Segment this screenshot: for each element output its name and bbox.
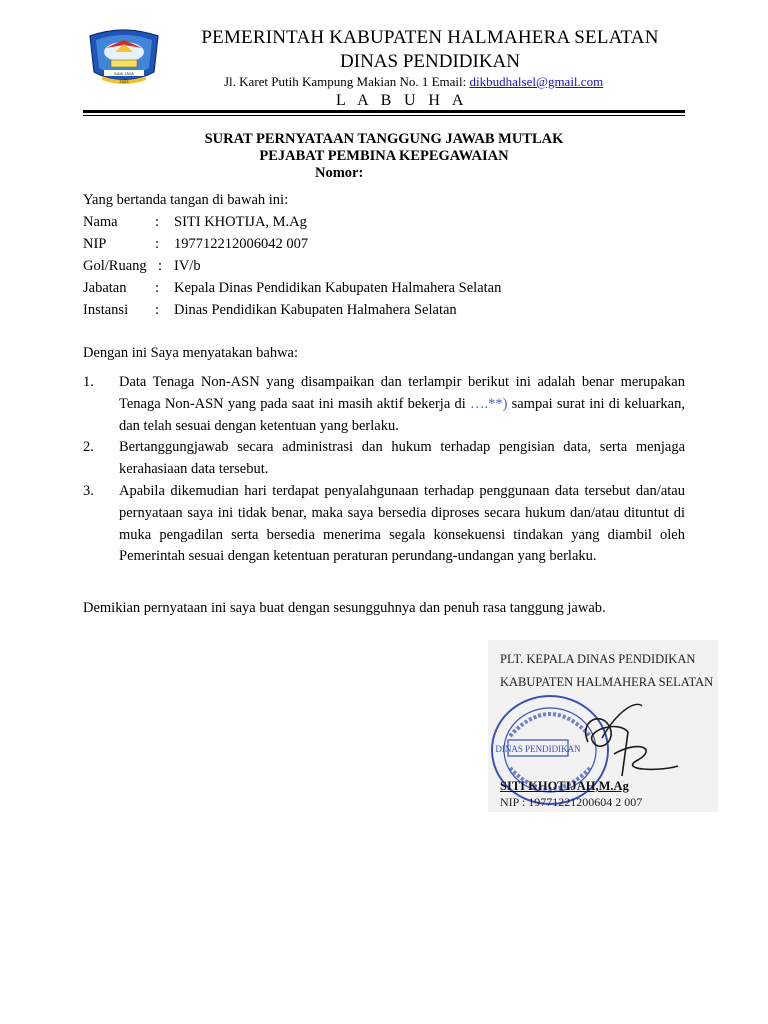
list-item xyxy=(83,481,685,568)
header-divider-thick xyxy=(83,110,685,113)
identity-label: Jabatan xyxy=(83,280,127,296)
identity-colon: : xyxy=(155,214,160,230)
header-address xyxy=(224,74,603,90)
identity-label: NIP xyxy=(83,236,107,252)
item-text: Apabila dikemudian hari terdapat penyalahgunaan terhadap penggunaan data tersebut dan/atau pernyataan saya ini tidak benar, maka saya bersedia diproses secara hukum dan/atau dituntut di muka pengadilan serta bersedia menerima segala konsekuensi tindakan yang diambil oleh Pemerintah sesuai dengan ketentuan peraturan perundang-undangan yang berlaku. xyxy=(119,482,685,565)
item-number: 3. xyxy=(83,482,94,499)
identity-value: Kepala Dinas Pendidikan Kabupaten Halmahera Selatan xyxy=(174,280,502,296)
header-divider-thin xyxy=(83,115,685,116)
header-agency: DINAS PENDIDIKAN xyxy=(340,51,520,72)
identity-value: IV/b xyxy=(174,258,201,274)
identity-colon: : xyxy=(155,280,160,296)
list-item xyxy=(83,372,685,437)
closing-text: Demikian pernyataan ini saya buat dengan sesungguhnya dan penuh rasa tanggung jawab. xyxy=(83,600,606,616)
letter-number-label: Nomor: xyxy=(315,165,364,181)
signatory-name: SITI KHOTIJAH,M.Ag xyxy=(500,779,629,793)
regency-logo xyxy=(84,26,164,90)
signatory-title-line1: PLT. KEPALA DINAS PENDIDIKAN xyxy=(500,652,696,666)
item-text: Bertanggungjawab secara administrasi dan hukum terhadap pengisian data, serta menjaga kerahasiaan data tersebut. xyxy=(119,439,685,478)
letter-title: SURAT PERNYATAAN TANGGUNG JAWAB MUTLAK xyxy=(204,131,564,147)
identity-colon: : xyxy=(155,236,160,252)
header-government: PEMERINTAH KABUPATEN HALMAHERA SELATAN xyxy=(201,27,659,48)
logo-motto: SAIK JAYA xyxy=(114,71,134,76)
identity-value: 197712212006042 007 xyxy=(174,236,309,252)
stamp-text: DINAS PENDIDIKAN xyxy=(495,744,581,754)
item-text-tail: sampai surat ini di keluarkan, dan telah sesuai dengan ketentuan yang berlaku. xyxy=(119,395,685,434)
item-placeholder: ….**) xyxy=(469,395,508,412)
letter-subtitle: PEJABAT PEMBINA KEPEGAWAIAN xyxy=(259,148,509,164)
identity-colon: : xyxy=(158,258,163,274)
logo-year: 2003 xyxy=(119,79,129,84)
identity-value: SITI KHOTIJA, M.Ag xyxy=(174,214,307,230)
email-link[interactable]: dikbudhalsel@gmail.com xyxy=(469,74,604,89)
item-text: Data Tenaga Non-ASN yang disampaikan dan terlampir berikut ini adalah benar merupakan Tenaga Non-ASN yang pada saat ini masih aktif bekerja di xyxy=(119,374,685,412)
list-item xyxy=(83,437,685,481)
identity-value: Dinas Pendidikan Kabupaten Halmahera Selatan xyxy=(174,302,457,318)
item-number: 1. xyxy=(83,374,94,390)
address-text: Jl. Karet Putih Kampung Makian No. 1 Email: xyxy=(224,74,470,89)
header-city: L A B U H A xyxy=(336,92,468,109)
identity-colon: : xyxy=(155,302,160,318)
identity-label: Gol/Ruang xyxy=(83,258,147,274)
signature-block xyxy=(488,640,718,812)
statement-list xyxy=(83,372,685,568)
identity-label: Instansi xyxy=(83,302,129,318)
statement-intro: Dengan ini Saya menyatakan bahwa: xyxy=(83,345,299,361)
identity-label: Nama xyxy=(83,214,118,230)
signatory-nip: NIP : 19771221200604 2 007 xyxy=(500,795,643,809)
item-number: 2. xyxy=(83,439,94,456)
handwritten-signature xyxy=(518,680,708,790)
signatory-title-line2: KABUPATEN HALMAHERA SELATAN xyxy=(500,675,714,689)
intro-text: Yang bertanda tangan di bawah ini: xyxy=(83,192,289,208)
